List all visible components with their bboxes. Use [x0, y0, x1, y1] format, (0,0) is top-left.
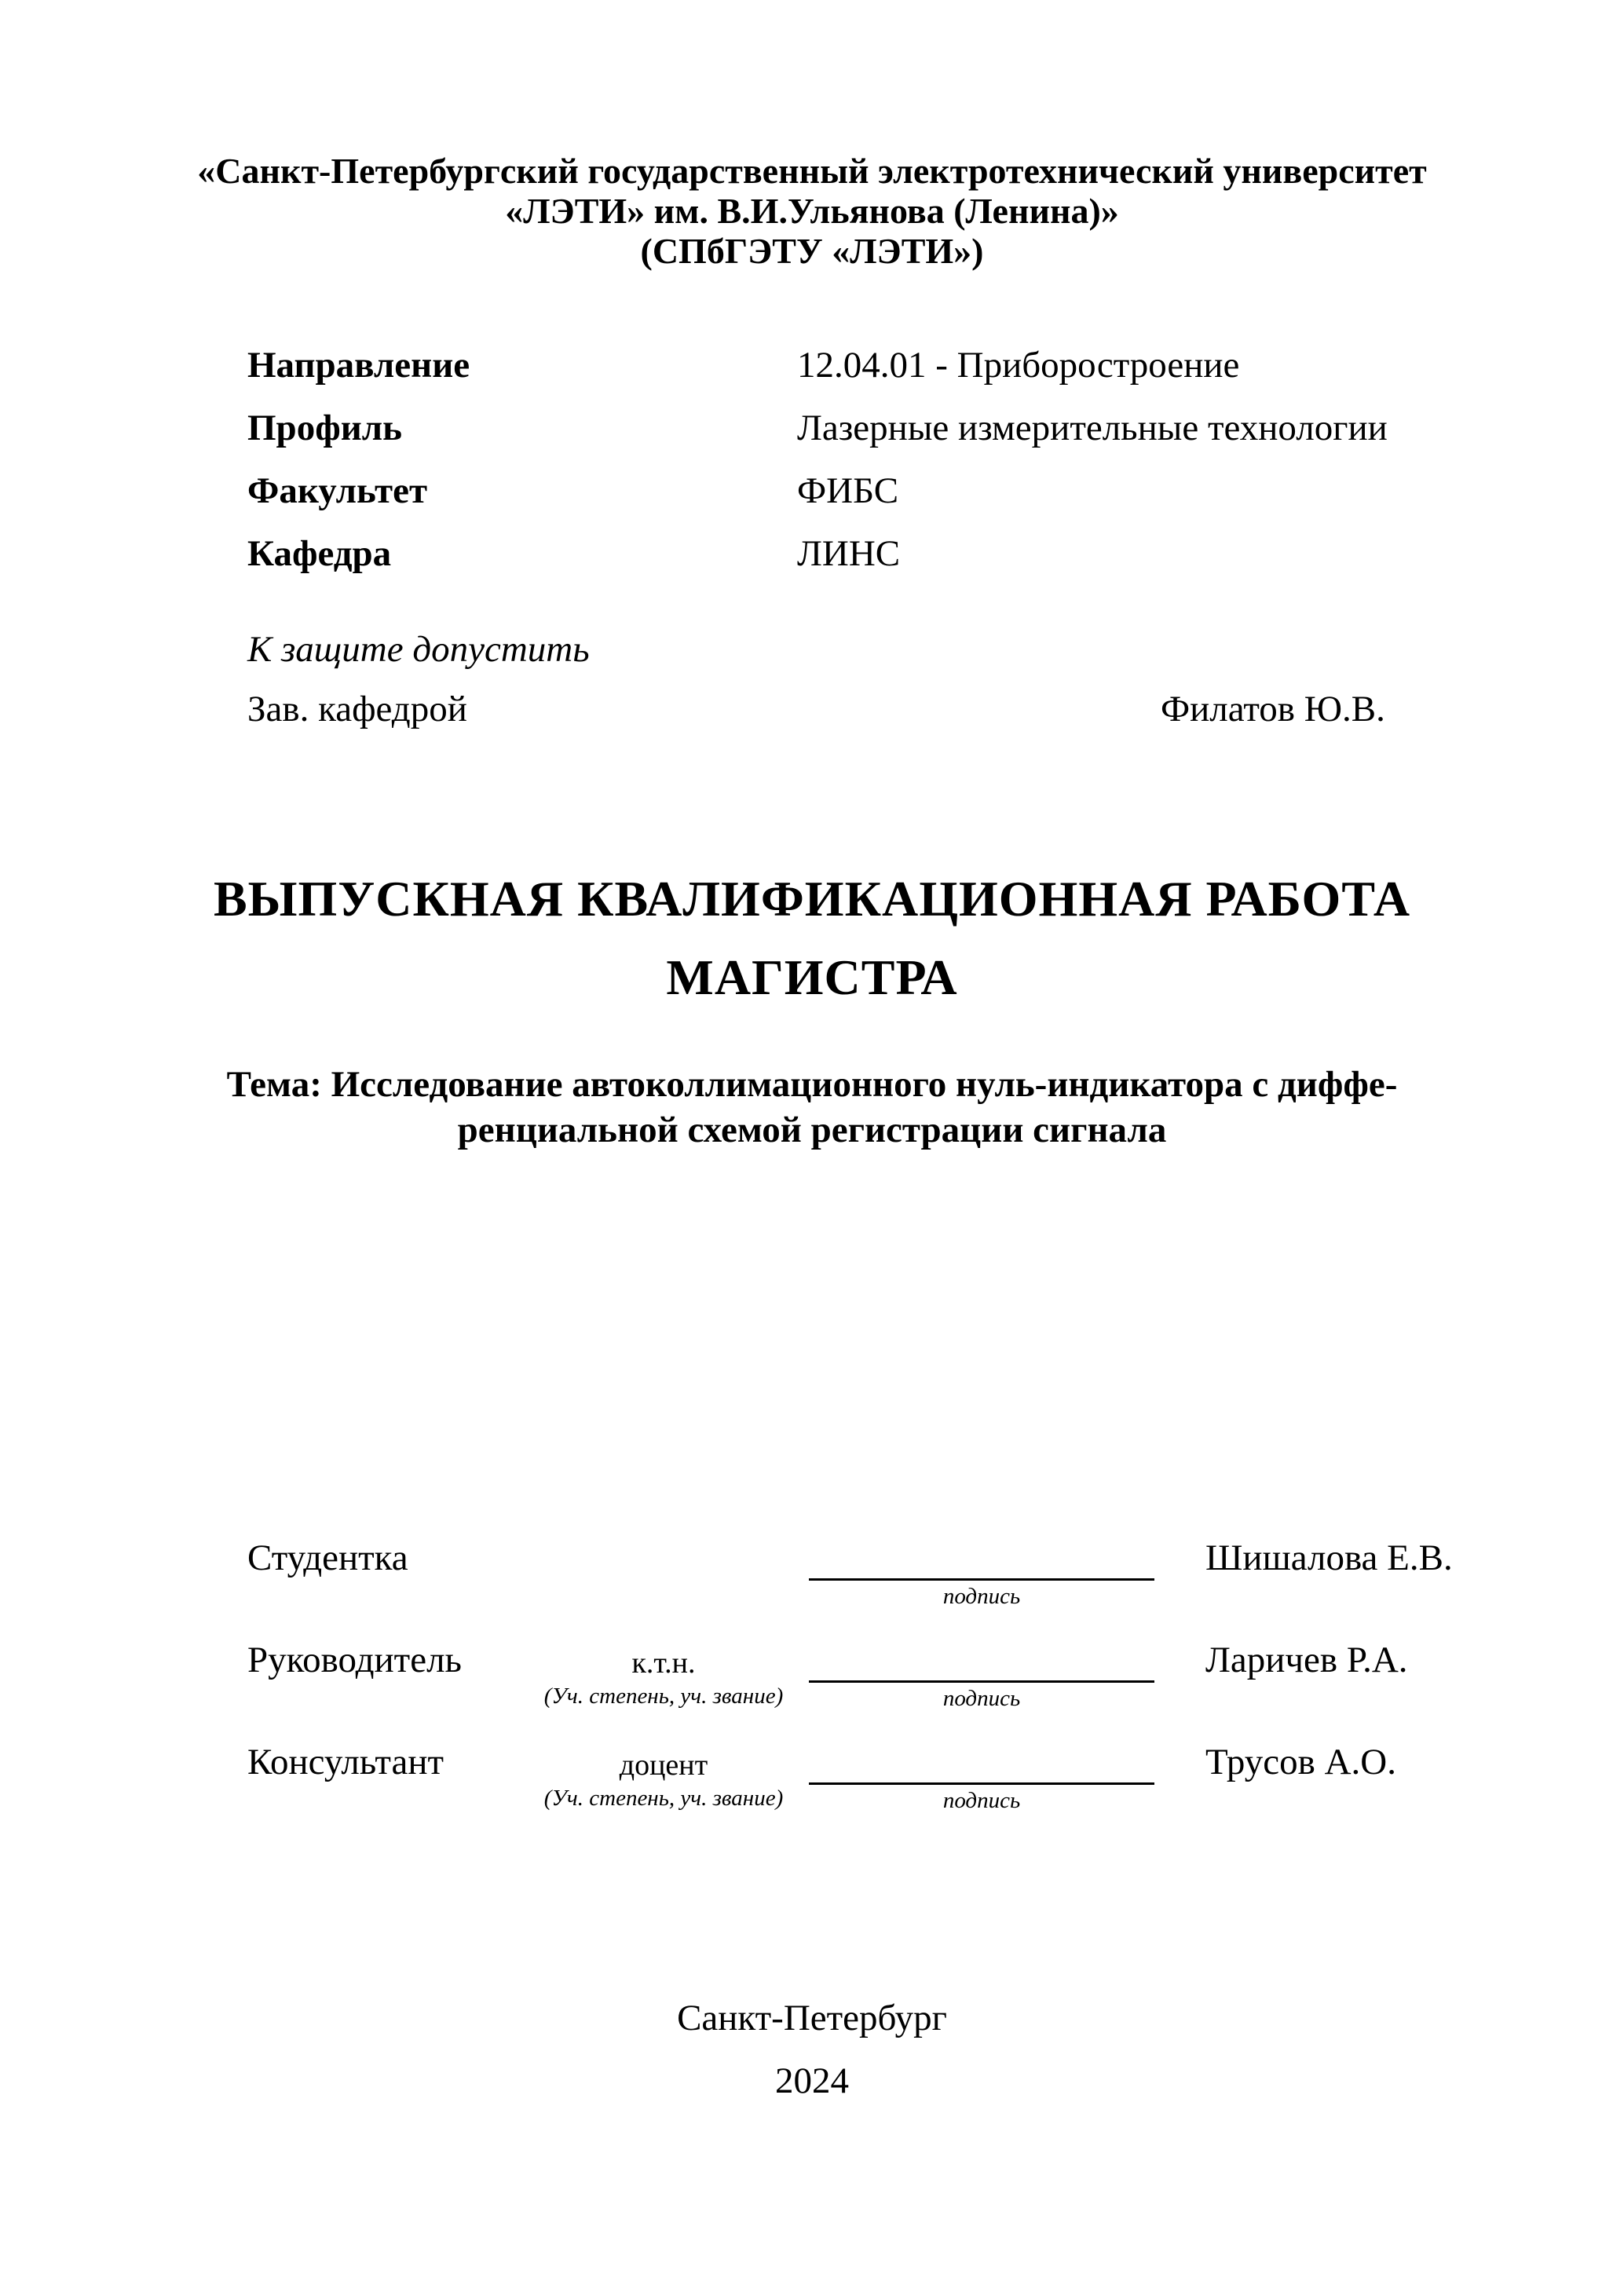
work-title-line: ВЫПУСКНАЯ КВАЛИФИКАЦИОННАЯ РАБОТА — [213, 871, 1411, 927]
degree-label: к.т.н. — [631, 1647, 696, 1680]
role-caption — [247, 1680, 534, 1715]
role-caption — [247, 1578, 534, 1613]
signature-caption: подпись — [942, 1584, 1021, 1609]
theme-line: Тема: Исследование автоколлимационного нуль-индикатора с диффе- — [226, 1064, 1398, 1105]
signature-cell — [809, 1633, 1154, 1717]
name-cell — [1205, 1735, 1396, 1817]
dept-head-label: Зав. кафедрой — [247, 689, 467, 729]
field-row-department — [247, 532, 1520, 595]
university-header-line: «Санкт-Петербургский государственный электротехнический университет — [197, 151, 1427, 191]
signature-caption: подпись — [942, 1788, 1021, 1813]
name-caption — [1205, 1680, 1408, 1715]
degree-caption: (Уч. степень, уч. звание) — [543, 1786, 784, 1811]
field-value: ФИБС — [797, 470, 899, 511]
dept-head-name: Филатов Ю.В. — [1161, 689, 1385, 729]
footer — [176, 1987, 1448, 2112]
thesis-theme — [176, 1062, 1448, 1153]
field-value: 12.04.01 - Приборостроение — [797, 345, 1240, 386]
signature-row-consultant — [247, 1735, 1520, 1819]
name-cell — [1205, 1531, 1453, 1613]
degree-caption: (Уч. степень, уч. звание) — [543, 1684, 784, 1709]
signature-line — [809, 1633, 1154, 1683]
degree-cell — [534, 1633, 793, 1715]
role-cell — [247, 1735, 534, 1817]
degree-cell — [534, 1735, 793, 1817]
signature-cell — [809, 1735, 1154, 1819]
role-label: Руководитель — [247, 1640, 462, 1680]
degree-label: доцент — [619, 1749, 708, 1782]
person-name: Трусов А.О. — [1205, 1742, 1396, 1782]
signature-line — [809, 1531, 1154, 1581]
work-title-line: МАГИСТРА — [666, 949, 958, 1005]
requisites-section — [247, 344, 1520, 595]
name-cell — [1205, 1633, 1408, 1715]
admission-note: К защите допустить — [247, 629, 590, 670]
role-cell — [247, 1531, 534, 1613]
signature-row-supervisor — [247, 1633, 1520, 1717]
person-name: Ларичев Р.А. — [1205, 1640, 1408, 1680]
field-row-faculty — [247, 470, 1520, 532]
signature-line — [809, 1735, 1154, 1785]
person-name: Шишалова Е.В. — [1205, 1537, 1453, 1578]
field-label: Факультет — [247, 470, 428, 511]
name-caption — [1205, 1578, 1453, 1613]
theme-line: ренциальной схемой регистрации сигнала — [457, 1110, 1167, 1150]
field-label: Направление — [247, 345, 470, 386]
field-label: Профиль — [247, 408, 403, 448]
role-cell — [247, 1633, 534, 1715]
field-label: Кафедра — [247, 533, 392, 574]
role-label: Консультант — [247, 1742, 444, 1782]
signature-row-student — [247, 1531, 1520, 1615]
university-header — [176, 151, 1448, 271]
degree-caption — [534, 1578, 793, 1613]
signature-cell — [809, 1531, 1154, 1615]
field-row-profile — [247, 407, 1520, 470]
role-label: Студентка — [247, 1537, 408, 1578]
university-header-line: «ЛЭТИ» им. В.И.Ульянова (Ленина)» — [505, 191, 1119, 231]
field-row-direction — [247, 344, 1520, 407]
degree-cell — [534, 1531, 793, 1613]
name-caption — [1205, 1782, 1396, 1817]
signature-caption: подпись — [942, 1686, 1021, 1711]
field-value: Лазерные измерительные технологии — [797, 408, 1388, 448]
field-value: ЛИНС — [797, 533, 901, 574]
role-caption — [247, 1782, 534, 1817]
work-title — [176, 860, 1448, 1017]
footer-year: 2024 — [775, 2060, 849, 2101]
university-header-line: (СПбГЭТУ «ЛЭТИ») — [640, 231, 984, 271]
dept-head-row — [0, 688, 1624, 730]
footer-city: Санкт-Петербург — [677, 1998, 947, 2038]
